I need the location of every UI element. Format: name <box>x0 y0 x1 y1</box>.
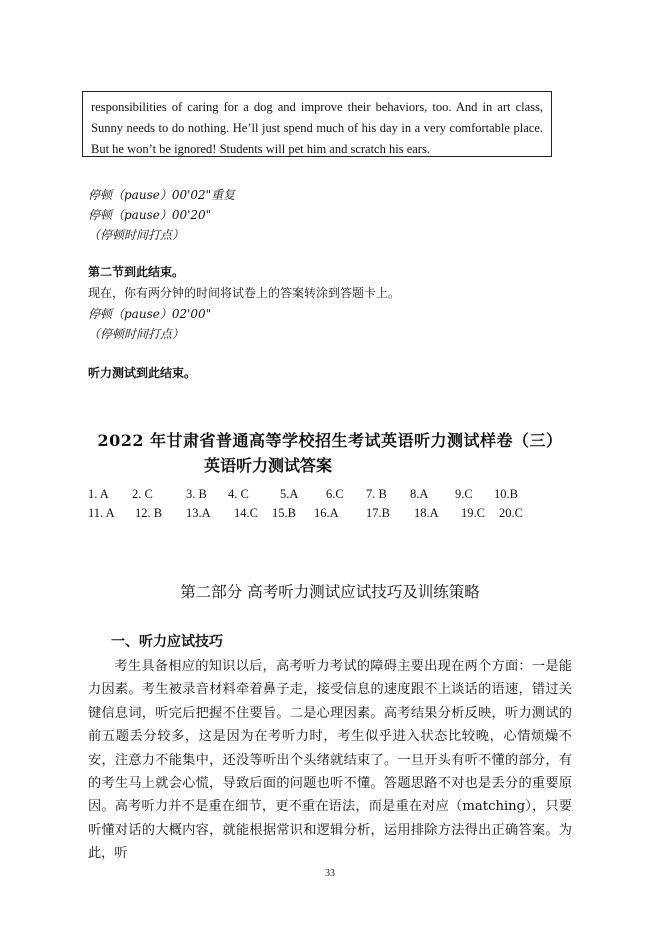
answer-item: 11. A <box>88 506 115 520</box>
body-paragraph: 考生具备相应的知识以后，高考听力考试的障碍主要出现在两个方面：一是能力因素。考生被录音材料牵着鼻子走，接受信息的速度跟不上谈话的语速，错过关键信息词，听完后把握不住要旨。二是心理因素。高考结果分析反映，听力测试的前五题丢分较多，这是因为在考听力时，考生似乎进入状态比较晚，心情烦燥不安，注意力不能集中，还没等听出个头绪就结束了。一旦开头有听不懂的部分，有的考生马上就会心慌，导致后面的问题也听不懂。答题思路不对也是丢分的重要原因。高考听力并不是重在细节，更不重在语法，而是重在对应（matching），只要听懂对话的大概内容，就能根据常识和逻辑分析，运用排除方法得出正确答案。为此，听 <box>88 659 572 862</box>
answer-item: 5.A <box>280 487 299 501</box>
answer-item: 4. C <box>228 487 249 501</box>
page-number: 33 <box>325 868 335 879</box>
section-end-line: 第二节到此结束。 <box>88 265 185 279</box>
answer-item: 13.A <box>186 506 211 520</box>
answer-item: 1. A <box>88 487 109 501</box>
answer-item: 9.C <box>455 487 473 501</box>
answer-item: 8.A <box>410 487 429 501</box>
answer-item: 3. B <box>186 487 207 501</box>
timing-note-2: （停顿时间打点） <box>88 327 185 341</box>
answer-item: 2. C <box>132 487 153 501</box>
timing-note-1: （停顿时间打点） <box>88 228 185 242</box>
answer-item: 19.C <box>461 506 485 520</box>
answer-item: 7. B <box>366 487 387 501</box>
part-two-heading: 第二部分 高考听力测试应试技巧及训练策略 <box>180 583 480 601</box>
test-end-line: 听力测试到此结束。 <box>88 366 197 380</box>
answer-item: 20.C <box>499 506 523 520</box>
answer-item: 16.A <box>314 506 339 520</box>
answer-item: 15.B <box>272 506 296 520</box>
passage-box <box>82 91 552 157</box>
pause-line-2: 停顿（pause）00'20" <box>88 208 212 222</box>
pause-line-3: 停顿（pause）02'00" <box>88 307 212 321</box>
answer-key-title: 2022 年甘肃省普通高等学校招生考试英语听力测试样卷（三） <box>97 431 563 450</box>
answer-key-subtitle: 英语听力测试答案 <box>204 456 333 475</box>
section-subheading: 一、听力应试技巧 <box>111 634 223 650</box>
answer-item: 12. B <box>135 506 163 520</box>
answer-item: 6.C <box>326 487 344 501</box>
instruction-line: 现在，你有两分钟的时间将试卷上的答案转涂到答题卡上。 <box>88 286 401 300</box>
passage-text: responsibilities of caring for a dog and improve their behaviors, too. And in art class, Sunny needs to do nothing. He’ll just spend much of his day in a very comfortable place. But he won’t be ignored! Students will pet him and scratch his ears. <box>91 100 543 156</box>
answer-item: 10.B <box>494 487 518 501</box>
pause-line-1: 停顿（pause）00'02"重复 <box>88 188 236 202</box>
answer-item: 14.C <box>234 506 258 520</box>
answer-item: 18.A <box>414 506 439 520</box>
answer-item: 17.B <box>366 506 390 520</box>
